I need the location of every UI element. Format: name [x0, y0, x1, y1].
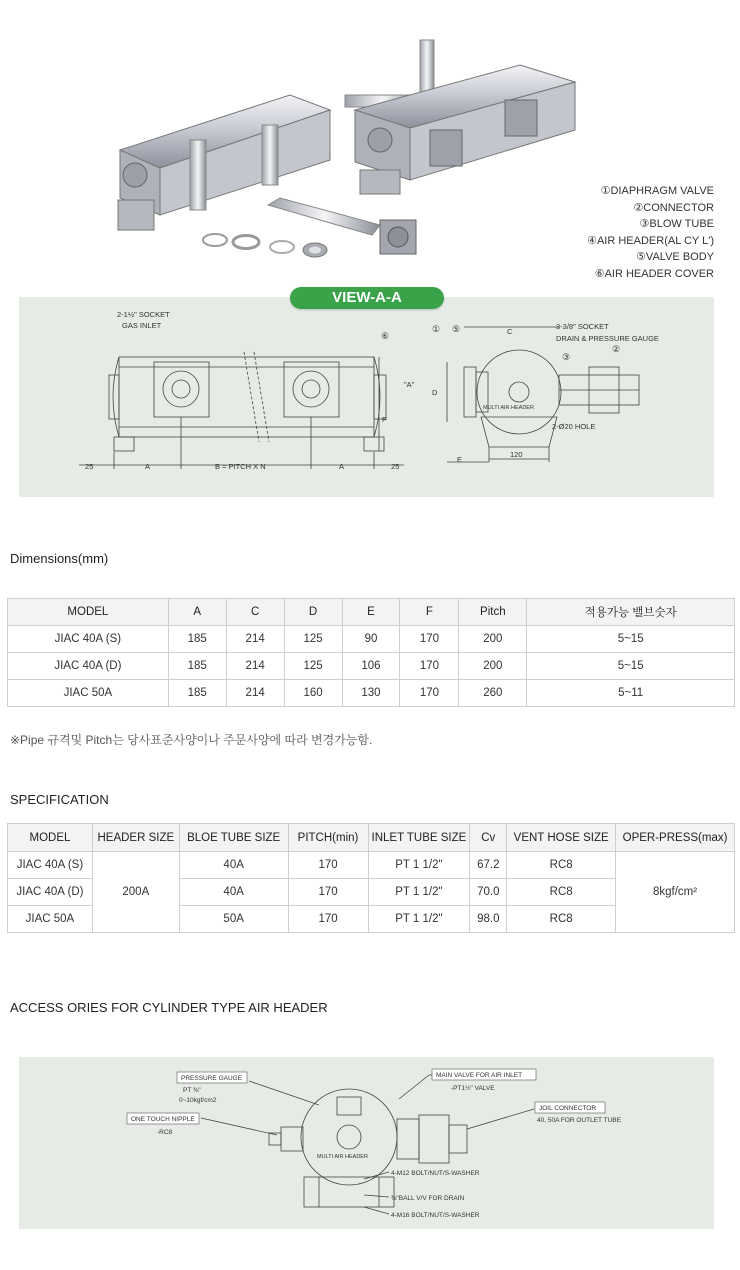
- col-header: BLOE TUBE SIZE: [179, 824, 288, 852]
- bolt-m16-label: 4-M16 BOLT/NUT/S-WASHER: [391, 1212, 480, 1219]
- dim-120: 120: [510, 450, 523, 459]
- view-a-a-diagram: [19, 297, 714, 497]
- side-view-header: [477, 350, 561, 434]
- specification-title: SPECIFICATION: [10, 792, 109, 807]
- bolt-m12-label: 4-M12 BOLT/NUT/S-WASHER: [391, 1170, 480, 1177]
- nipple-spec: -RC8: [157, 1129, 173, 1136]
- table-cell: 200: [459, 626, 527, 653]
- table-cell: 200: [459, 653, 527, 680]
- parts-legend: [587, 183, 714, 282]
- col-header: OPER-PRESS(max): [616, 824, 735, 852]
- callout-3: ③: [562, 352, 571, 362]
- col-header: F: [400, 599, 459, 626]
- hole-label: 2-Ø20 HOLE: [552, 422, 596, 431]
- view-a-a-badge: VIEW-A-A: [290, 287, 444, 309]
- accessories-diagram: [19, 1057, 714, 1229]
- dim-a-left: A: [145, 462, 151, 471]
- table-cell: 214: [226, 653, 284, 680]
- table-cell: RC8: [507, 852, 616, 879]
- right-air-header-render: [345, 40, 575, 194]
- table-cell: PT 1 1/2": [368, 879, 470, 906]
- table-cell: 170: [288, 879, 368, 906]
- dimensions-note: ※Pipe 규격및 Pitch는 당사표준사양이나 주문사양에 따라 변경가능함.: [10, 733, 373, 747]
- col-header: MODEL: [8, 599, 169, 626]
- socket-label-2: GAS INLET: [122, 321, 162, 330]
- col-header: HEADER SIZE: [92, 824, 179, 852]
- arrow-a-label: "A": [404, 380, 415, 389]
- dim-pitch: B = PITCH X N: [215, 462, 266, 471]
- legend-item: ⑥AIR HEADER COVER: [594, 267, 714, 280]
- nipple-label: ONE TOUCH NIPPLE: [131, 1116, 195, 1123]
- table-cell: 90: [342, 626, 400, 653]
- table-cell: 50A: [179, 906, 288, 933]
- dim-c: C: [507, 327, 513, 336]
- table-cell: 125: [284, 653, 342, 680]
- table-cell: 5~15: [527, 653, 735, 680]
- legend-item: ④AIR HEADER(AL CY L'): [587, 234, 714, 247]
- table-cell: 170: [400, 653, 459, 680]
- col-header: C: [226, 599, 284, 626]
- header-size-cell: 200A: [92, 852, 179, 933]
- specification-table: [7, 823, 735, 933]
- view-a-a-drawing: [19, 297, 714, 497]
- socket-label-1: 2-1½" SOCKET: [117, 310, 170, 319]
- table-cell: 214: [226, 680, 284, 707]
- table-row: [8, 680, 735, 707]
- multi-air-label-bottom: MULTI AIR HEADER: [317, 1154, 368, 1160]
- table-cell: 125: [284, 626, 342, 653]
- accessories-title: ACCESS ORIES FOR CYLINDER TYPE AIR HEADER: [10, 1000, 328, 1015]
- table-cell: 170: [400, 680, 459, 707]
- legend-item: ③BLOW TUBE: [639, 218, 714, 230]
- callout-6: ⑥: [381, 331, 390, 341]
- legend-item: ②CONNECTOR: [633, 201, 714, 214]
- o-rings-render: [203, 234, 327, 257]
- col-header: PITCH(min): [288, 824, 368, 852]
- table-cell: 260: [459, 680, 527, 707]
- side-socket-2: DRAIN & PRESSURE GAUGE: [556, 334, 659, 343]
- table-cell: 185: [168, 680, 226, 707]
- blow-tube-render: [268, 198, 416, 254]
- valve-square-right: [284, 362, 339, 417]
- table-header-row: [8, 824, 735, 852]
- table-cell: JIAC 40A (S): [8, 626, 169, 653]
- main-valve-shape: [397, 1119, 419, 1159]
- table-cell: 5~11: [527, 680, 735, 707]
- callout-5: ⑤: [452, 324, 461, 334]
- legend-item: ⑤VALVE BODY: [636, 251, 714, 263]
- table-cell: JIAC 40A (D): [8, 653, 169, 680]
- col-header: 적용가능 밸브숫자: [527, 599, 735, 626]
- oper-press-cell: 8kgf/cm²: [616, 852, 735, 933]
- col-header: INLET TUBE SIZE: [368, 824, 470, 852]
- table-cell: 170: [288, 852, 368, 879]
- table-cell: 160: [284, 680, 342, 707]
- table-cell: JIAC 40A (D): [8, 879, 93, 906]
- accessories-drawing: [19, 1057, 714, 1229]
- table-cell: 67.2: [470, 852, 507, 879]
- table-cell: 170: [400, 626, 459, 653]
- table-cell: 170: [288, 906, 368, 933]
- col-header: MODEL: [8, 824, 93, 852]
- table-cell: PT 1 1/2": [368, 906, 470, 933]
- table-row: [8, 653, 735, 680]
- dim-25-right: 25: [391, 462, 400, 471]
- table-cell: JIAC 40A (S): [8, 852, 93, 879]
- pressure-gauge-label: PRESSURE GAUGE: [181, 1075, 243, 1082]
- pressure-range: 0~10kgf/cm2: [179, 1097, 217, 1104]
- table-header-row: [8, 599, 735, 626]
- pressure-gauge-spec: PT ⅜": [183, 1087, 201, 1094]
- valve-square-left: [154, 362, 209, 417]
- table-cell: 40A: [179, 852, 288, 879]
- table-cell: 40A: [179, 879, 288, 906]
- callout-1: ①: [432, 324, 441, 334]
- table-cell: JIAC 50A: [8, 906, 93, 933]
- table-cell: 98.0: [470, 906, 507, 933]
- table-row: [8, 852, 735, 879]
- table-cell: 185: [168, 653, 226, 680]
- table-cell: 130: [342, 680, 400, 707]
- col-header: A: [168, 599, 226, 626]
- multi-air-label: MULTI AIR HEADER: [483, 405, 534, 411]
- header-base: [304, 1177, 394, 1207]
- legend-item: ①DIAPHRAGM VALVE: [600, 185, 714, 197]
- table-cell: PT 1 1/2": [368, 852, 470, 879]
- col-header: Cv: [470, 824, 507, 852]
- callout-2: ②: [612, 344, 621, 354]
- joil-connector-label: JOIL CONNECTOR: [539, 1105, 597, 1112]
- dim-f: F: [382, 415, 387, 424]
- dim-a-right: A: [339, 462, 345, 471]
- table-cell: 214: [226, 626, 284, 653]
- table-cell: JIAC 50A: [8, 680, 169, 707]
- table-cell: RC8: [507, 906, 616, 933]
- joil-spec: 40, 50A FOR OUTLET TUBE: [537, 1117, 621, 1124]
- dim-25-left: 25: [85, 462, 94, 471]
- main-valve-label: MAIN VALVE FOR AIR INLET: [436, 1072, 523, 1079]
- main-valve-spec: -PT1½" VALVE: [451, 1085, 495, 1092]
- dim-e: E: [457, 455, 463, 464]
- table-cell: 185: [168, 626, 226, 653]
- table-cell: 5~15: [527, 626, 735, 653]
- col-header: E: [342, 599, 400, 626]
- table-cell: 70.0: [470, 879, 507, 906]
- dimensions-table: [7, 598, 735, 707]
- table-cell: 106: [342, 653, 400, 680]
- table-cell: RC8: [507, 879, 616, 906]
- dimensions-title: Dimensions(mm): [10, 551, 109, 566]
- col-header: VENT HOSE SIZE: [507, 824, 616, 852]
- col-header: D: [284, 599, 342, 626]
- ball-valve-label: ⅜"BALL V/V FOR DRAIN: [391, 1195, 465, 1202]
- joil-connector-shape: [419, 1115, 449, 1163]
- col-header: Pitch: [459, 599, 527, 626]
- one-touch-nipple-shape: [281, 1127, 303, 1151]
- side-socket-1: 3-3/8" SOCKET: [556, 322, 609, 331]
- dim-d: D: [432, 388, 438, 397]
- table-row: [8, 626, 735, 653]
